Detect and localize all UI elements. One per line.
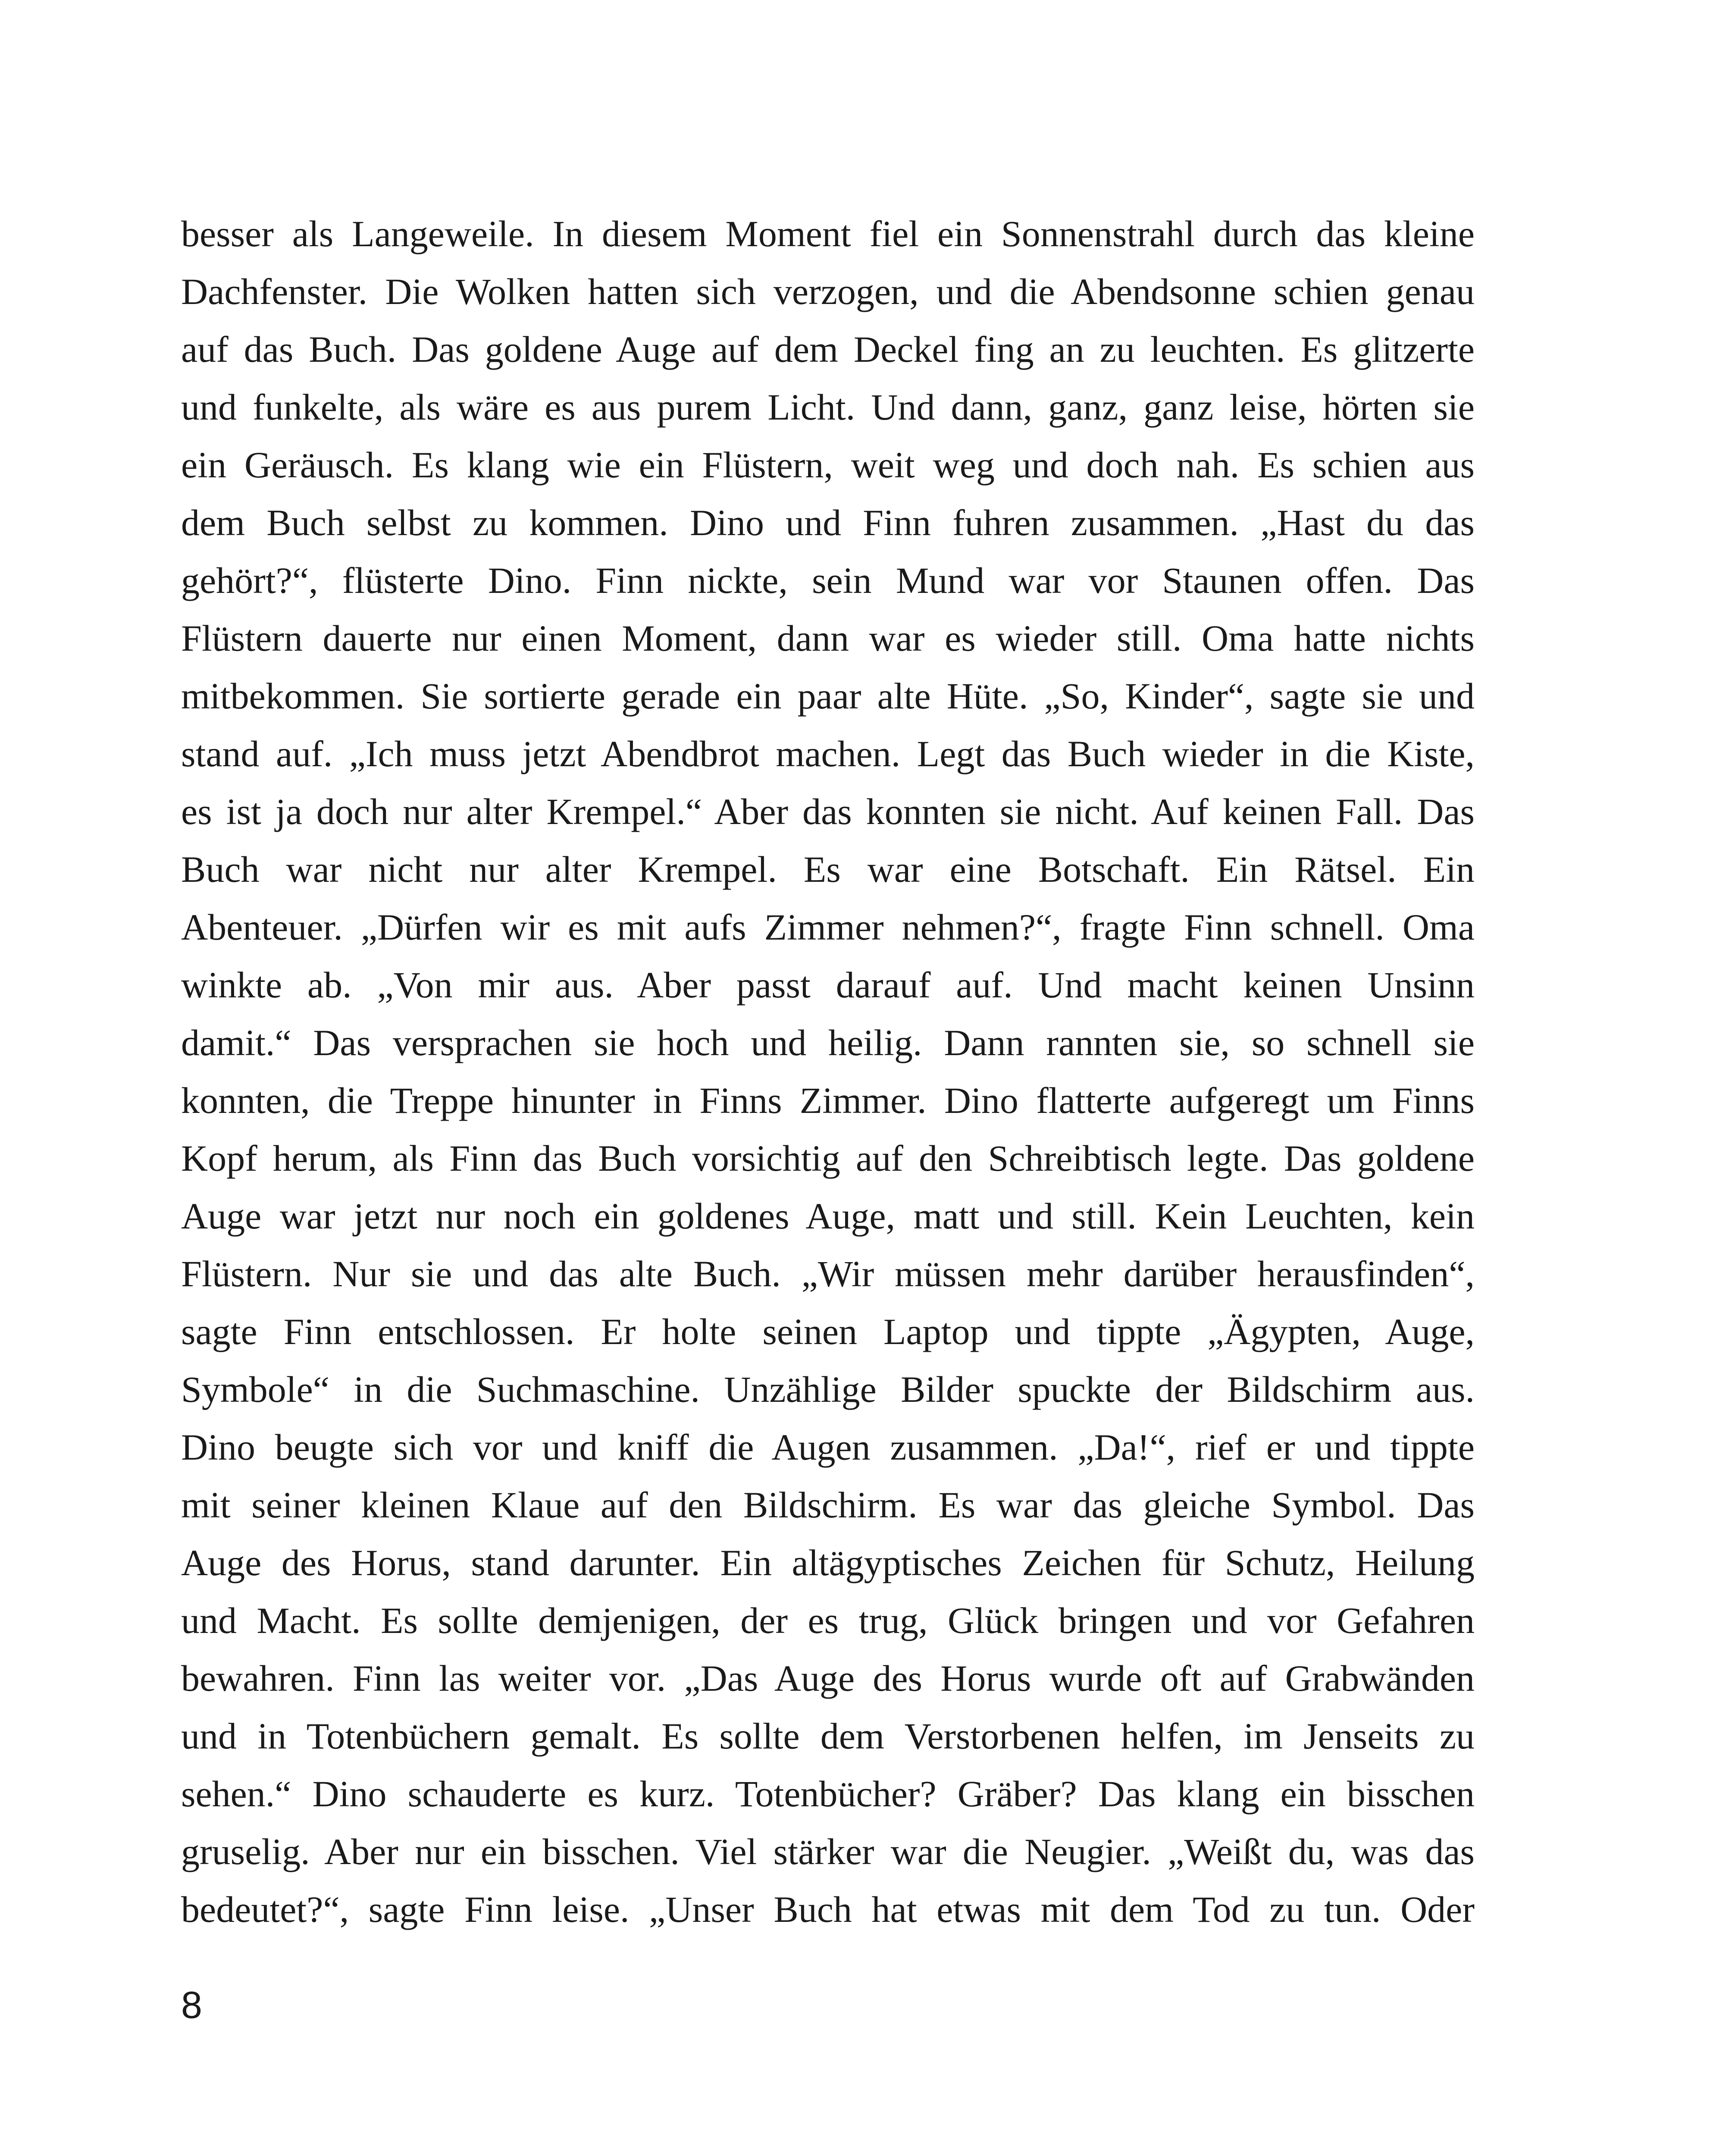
text-line: Abenteuer. „Dürfen wir es mit aufs Zimmer nehmen?“, fragte Finn schnell. Oma [181, 906, 1475, 948]
text-line: es ist ja doch nur alter Krempel.“ Aber das konnten sie nicht. Auf keinen Fall. Das [181, 791, 1475, 832]
text-line: dem Buch selbst zu kommen. Dino und Finn fuhren zusammen. „Hast du das [181, 502, 1475, 543]
text-line: Symbole“ in die Suchmaschine. Unzählige Bilder spuckte der Bildschirm aus. [181, 1369, 1475, 1410]
body-text [181, 205, 1475, 1938]
text-line: auf das Buch. Das goldene Auge auf dem Deckel fing an zu leuchten. Es glitzerte [181, 329, 1475, 370]
text-line: Flüstern dauerte nur einen Moment, dann war es wieder still. Oma hatte nichts [181, 617, 1475, 659]
text-line: Auge des Horus, stand darunter. Ein altägyptisches Zeichen für Schutz, Heilung [181, 1542, 1475, 1583]
text-line: Buch war nicht nur alter Krempel. Es war eine Botschaft. Ein Rätsel. Ein [181, 849, 1475, 890]
text-line: gehört?“, flüsterte Dino. Finn nickte, sein Mund war vor Staunen offen. Das [181, 560, 1475, 601]
text-line: ein Geräusch. Es klang wie ein Flüstern, weit weg und doch nah. Es schien aus [181, 444, 1475, 486]
text-line: sehen.“ Dino schauderte es kurz. Totenbücher? Gräber? Das klang ein bisschen [181, 1773, 1475, 1814]
text-line: Auge war jetzt nur noch ein goldenes Auge, matt und still. Kein Leuchten, kein [181, 1195, 1475, 1237]
text-line: stand auf. „Ich muss jetzt Abendbrot machen. Legt das Buch wieder in die Kiste, [181, 733, 1475, 774]
text-line: Dachfenster. Die Wolken hatten sich verzogen, und die Abendsonne schien genau [181, 271, 1475, 312]
text-line: und in Totenbüchern gemalt. Es sollte dem Verstorbenen helfen, im Jenseits zu [181, 1715, 1475, 1757]
text-line: konnten, die Treppe hinunter in Finns Zimmer. Dino flatterte aufgeregt um Finns [181, 1080, 1475, 1121]
text-line: Dino beugte sich vor und kniff die Augen zusammen. „Da!“, rief er und tippte [181, 1426, 1475, 1468]
text-line: sagte Finn entschlossen. Er holte seinen Laptop und tippte „Ägypten, Auge, [181, 1311, 1475, 1352]
text-line: mit seiner kleinen Klaue auf den Bildschirm. Es war das gleiche Symbol. Das [181, 1484, 1475, 1526]
text-line: gruselig. Aber nur ein bisschen. Viel stärker war die Neugier. „Weißt du, was das [181, 1831, 1475, 1872]
text-line: winkte ab. „Von mir aus. Aber passt darauf auf. Und macht keinen Unsinn [181, 964, 1475, 1006]
text-line: bedeutet?“, sagte Finn leise. „Unser Buch hat etwas mit dem Tod zu tun. Oder [181, 1889, 1475, 1930]
text-line: mitbekommen. Sie sortierte gerade ein paar alte Hüte. „So, Kinder“, sagte sie und [181, 675, 1475, 717]
text-line: Flüstern. Nur sie und das alte Buch. „Wir müssen mehr darüber herausfinden“, [181, 1253, 1475, 1294]
text-line: bewahren. Finn las weiter vor. „Das Auge des Horus wurde oft auf Grabwänden [181, 1658, 1475, 1699]
text-line: und Macht. Es sollte demjenigen, der es trug, Glück bringen und vor Gefahren [181, 1600, 1475, 1641]
text-line: Kopf herum, als Finn das Buch vorsichtig auf den Schreibtisch legte. Das goldene [181, 1138, 1475, 1179]
page-number: 8 [181, 1984, 202, 2026]
text-line: damit.“ Das versprachen sie hoch und heilig. Dann rannten sie, so schnell sie [181, 1022, 1475, 1063]
text-line: und funkelte, als wäre es aus purem Licht. Und dann, ganz, ganz leise, hörten sie [181, 386, 1475, 428]
text-line: besser als Langeweile. In diesem Moment fiel ein Sonnenstrahl durch das kleine [181, 213, 1475, 254]
